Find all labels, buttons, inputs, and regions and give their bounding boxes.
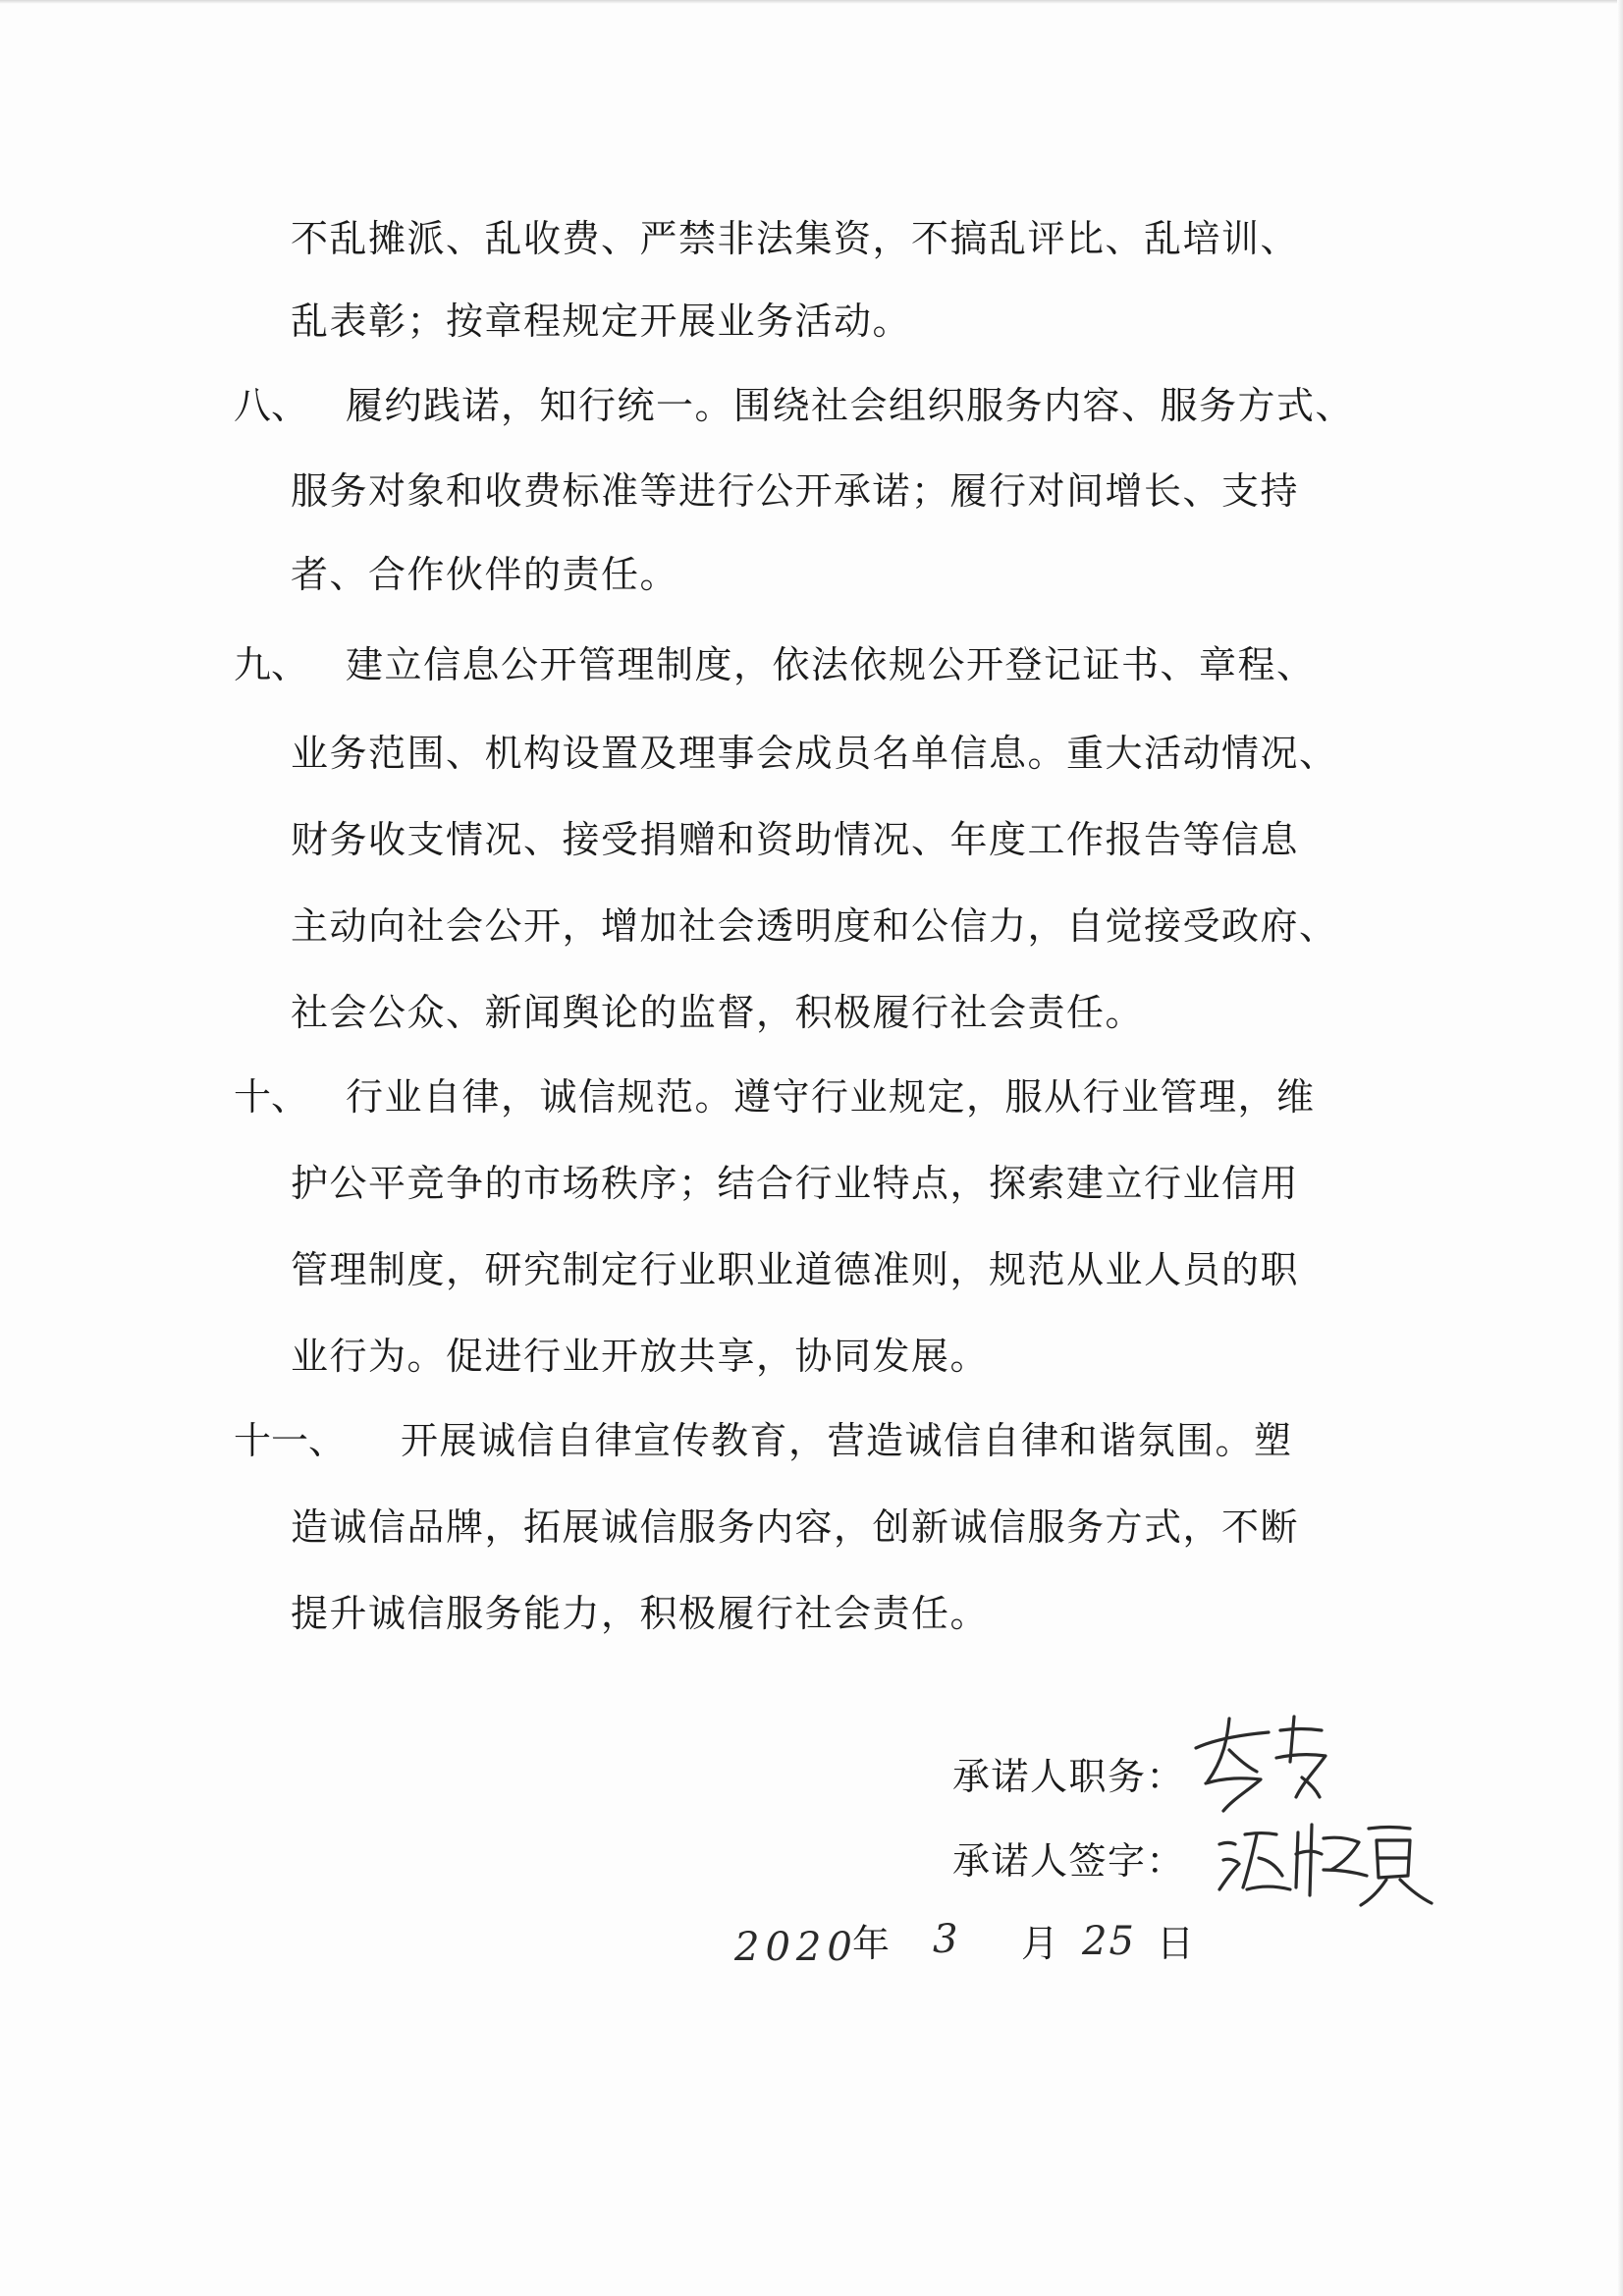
item-number: 十一、 — [234, 1419, 347, 1462]
item-line: 行业自律，诚信规范。遵守行业规定，服从行业管理，维 — [346, 1075, 1316, 1119]
item-line: 管理制度，研究制定行业职业道德准则，规范从业人员的职 — [291, 1248, 1300, 1291]
date-year-char: 年 — [852, 1922, 891, 1965]
item-number: 九、 — [234, 643, 309, 686]
item-line: 服务对象和收费标准等进行公开承诺；履行对间增长、支持 — [291, 469, 1300, 513]
item-line: 提升诚信服务能力，积极履行社会责任。 — [291, 1592, 990, 1635]
item-line: 造诚信品牌，拓展诚信服务内容，创新诚信服务方式，不断 — [291, 1505, 1300, 1549]
continuation-line: 乱表彰；按章程规定开展业务活动。 — [291, 300, 912, 343]
scan-edge-top — [0, 0, 1623, 4]
scan-edge-right — [1617, 0, 1623, 2296]
date-day-handwritten: 25 — [1082, 1919, 1136, 1964]
item-line: 社会公众、新闻舆论的监督，积极履行社会责任。 — [291, 991, 1145, 1034]
item-line: 建立信息公开管理制度，依法依规公开登记证书、章程、 — [346, 643, 1316, 686]
item-line: 履约践诺，知行统一。围绕社会组织服务内容、服务方式、 — [346, 384, 1355, 427]
position-label: 承诺人职务： — [952, 1755, 1186, 1798]
item-number: 八、 — [234, 384, 309, 427]
item-line: 业行为。促进行业开放共享，协同发展。 — [291, 1335, 990, 1378]
item-line: 开展诚信自律宣传教育，营造诚信自律和谐氛围。塑 — [401, 1419, 1293, 1462]
item-line: 者、合作伙伴的责任。 — [291, 553, 679, 596]
position-handwriting — [1178, 1709, 1345, 1817]
date-year-handwritten: 2020 — [734, 1925, 858, 1970]
continuation-line: 不乱摊派、乱收费、严禁非法集资，不搞乱评比、乱培训、 — [291, 217, 1300, 260]
item-line: 护公平竞争的市场秩序；结合行业特点，探索建立行业信用 — [291, 1162, 1300, 1205]
date-month-handwritten: 3 — [933, 1917, 958, 1962]
item-number: 十、 — [234, 1075, 309, 1119]
date-month-char: 月 — [1021, 1922, 1059, 1965]
item-line: 主动向社会公开，增加社会透明度和公信力，自觉接受政府、 — [291, 904, 1338, 948]
date-day-char: 日 — [1157, 1922, 1195, 1965]
signature-label: 承诺人签字： — [952, 1839, 1186, 1883]
signature-handwriting — [1214, 1805, 1439, 1913]
item-line: 财务收支情况、接受捐赠和资助情况、年度工作报告等信息 — [291, 818, 1300, 861]
item-line: 业务范围、机构设置及理事会成员名单信息。重大活动情况、 — [291, 732, 1338, 775]
